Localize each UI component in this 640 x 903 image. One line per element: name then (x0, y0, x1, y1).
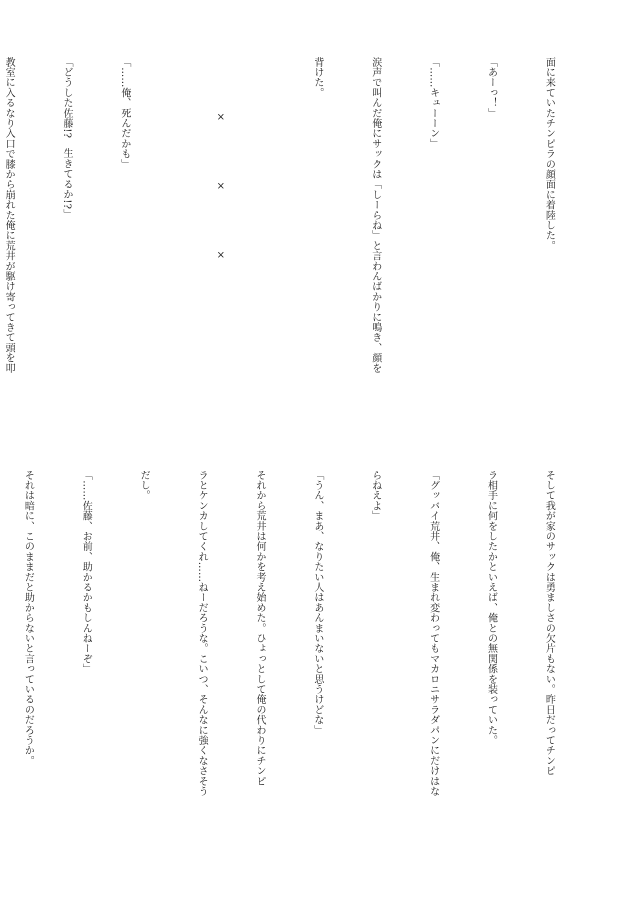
text-line: 「うん、まあ、なりたい人はあんまいないと思うけどな」 (311, 470, 323, 736)
text-line: 「グッバイ荒井、俺、生まれ変わってもマカロニサラダパンにだけはな (427, 470, 439, 797)
text-line: ラ相手に何をしたかといえば、俺との無関係を装っていた。 (485, 470, 497, 746)
text-line: ラとケンカしてくれ……ねーだろうな。こいつ、そんなに強くなさそう (196, 470, 208, 797)
text-line: 「あーっ！」 (485, 57, 497, 119)
text-line: 「……俺、死んだかも」 (118, 57, 130, 170)
text-line: 面に来ていたチンピラの顔面に着陸した。 (543, 57, 555, 251)
text-line: 教室に入るなり入口で膝から崩れた俺に荒井が駆け寄ってきて頭を叩 (3, 57, 15, 374)
text-column-bottom (22, 470, 597, 815)
text-line: それは暗に、このままだと助からないと言っているのだろうか。 (22, 470, 34, 766)
text-line: らねえよ」 (369, 470, 381, 521)
text-line: だし。 (138, 470, 150, 501)
text-line: 「どうした佐藤!? 生きてるか!?」 (60, 57, 72, 220)
scene-break-divider: × × × (215, 112, 227, 285)
text-line: 背けた。 (311, 57, 323, 98)
text-column-top (3, 57, 597, 402)
text-line: 涙声で叫んだ俺にサックは「しーらね」と言わんばかりに鳴き、顔を (369, 57, 381, 374)
text-line: それから荒井は何かを考え始めた。ひょっとして俺の代わりにチンピ (253, 470, 265, 787)
text-line: 「……キューーン」 (427, 57, 439, 149)
text-line: そして我が家のサックは勇ましさの欠片もない。昨日だってチンピ (543, 470, 555, 776)
text-line: 「……佐藤、お前、助かるかもしんねーぞ」 (80, 470, 92, 674)
